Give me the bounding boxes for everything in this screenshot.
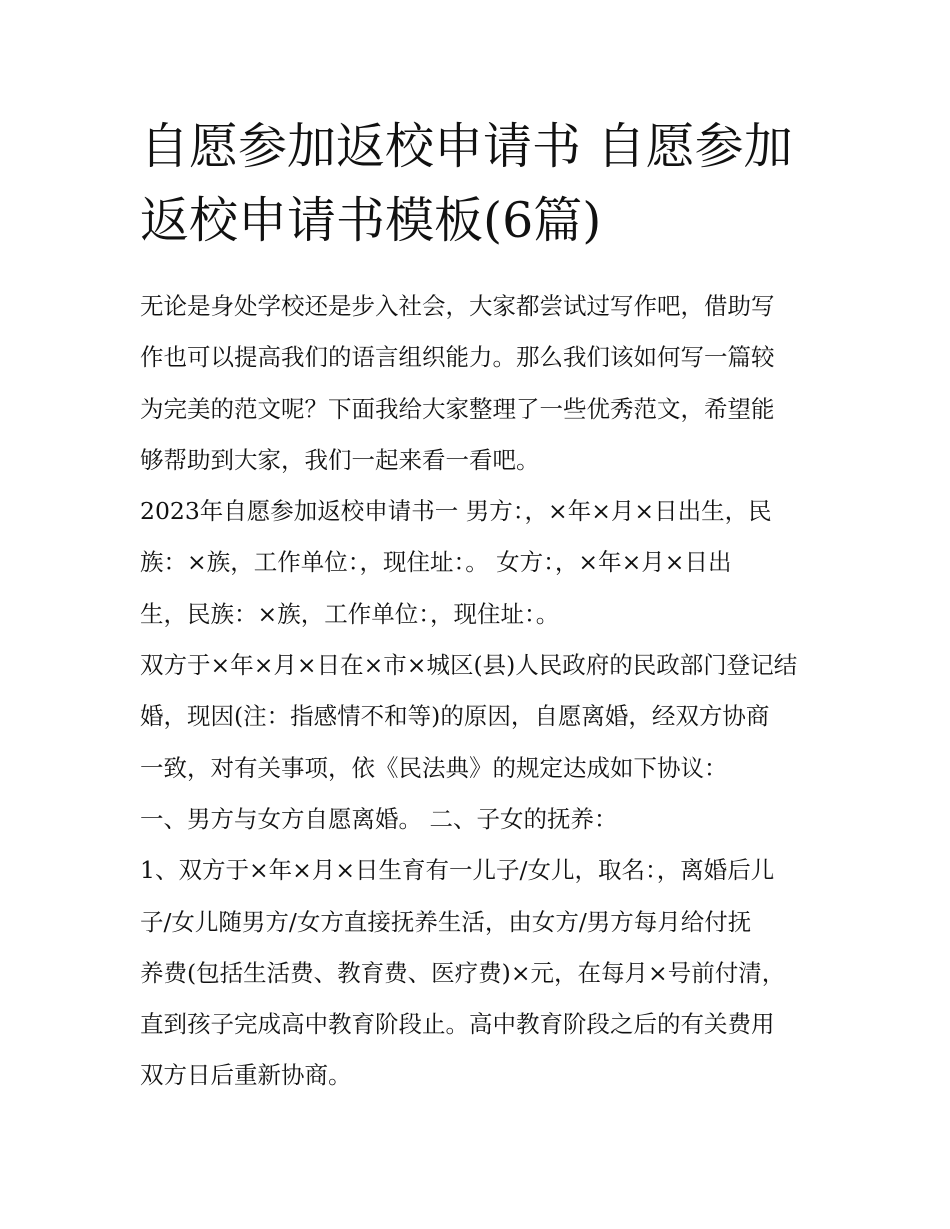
body-line: 双方于×年×月×日在×市×城区(县)人民政府的民政部门登记结	[140, 651, 798, 680]
document-title	[140, 110, 820, 258]
body-line: 生，民族：×族，工作单位：，现住址：。	[140, 599, 560, 628]
body-line: 直到孩子完成高中教育阶段止。高中教育阶段之后的有关费用	[140, 1010, 775, 1039]
body-line: 子/女儿随男方/女方直接抚养生活，由女方/男方每月给付抚	[140, 907, 752, 936]
title-line: 自愿参加返校申请书 自愿参加	[140, 118, 793, 175]
body-line: 够帮助到大家，我们一起来看一看吧。	[140, 445, 540, 474]
body-line: 为完美的范文呢？下面我给大家整理了一些优秀范文，希望能	[140, 394, 775, 423]
body-line: 一、男方与女方自愿离婚。 二、子女的抚养：	[140, 804, 618, 833]
document-body	[140, 281, 820, 1102]
body-line: 一致，对有关事项，依《民法典》的规定达成如下协议：	[140, 753, 728, 782]
body-line: 无论是身处学校还是步入社会，大家都尝试过写作吧，借助写	[140, 292, 775, 320]
body-line: 养费(包括生活费、教育费、医疗费)×元，在每月×号前付清，	[140, 958, 786, 987]
title-line: 返校申请书模板(6篇)	[140, 192, 602, 249]
body-line: 族：×族，工作单位：，现住址：。 女方：，×年×月×日出	[140, 548, 732, 577]
body-line: 1、双方于×年×月×日生育有一儿子/女儿，取名：，离婚后儿	[140, 856, 775, 885]
body-line: 作也可以提高我们的语言组织能力。那么我们该如何写一篇较	[140, 343, 775, 372]
body-line: 双方日后重新协商。	[140, 1061, 352, 1090]
body-line: 婚，现因(注：指感情不和等)的原因，自愿离婚，经双方协商	[140, 702, 770, 731]
body-line: 2023年自愿参加返校申请书一 男方：，×年×月×日出生，民	[140, 497, 772, 526]
